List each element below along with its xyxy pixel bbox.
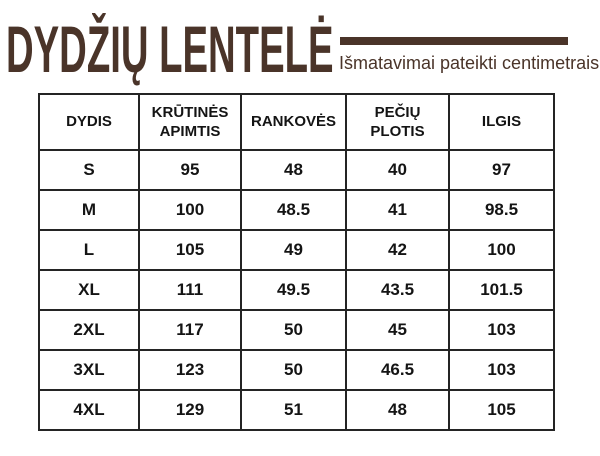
- table-row-s: [39, 150, 554, 190]
- value-cell: 103: [449, 350, 554, 390]
- value-cell: 45: [346, 310, 449, 350]
- value-cell: 48.5: [241, 190, 346, 230]
- value-cell: 41: [346, 190, 449, 230]
- value-cell: 42: [346, 230, 449, 270]
- value-cell: 129: [139, 390, 241, 430]
- table-row-2xl: [39, 310, 554, 350]
- value-cell: 49.5: [241, 270, 346, 310]
- subtitle: Išmatavimai pateikti centimetrais: [339, 53, 600, 73]
- page-title: DYDŽIŲ LENTELĖ: [6, 12, 334, 86]
- value-cell: 43.5: [346, 270, 449, 310]
- value-cell: 117: [139, 310, 241, 350]
- value-cell: 51: [241, 390, 346, 430]
- value-cell: 97: [449, 150, 554, 190]
- size-cell: 4XL: [39, 390, 139, 430]
- size-cell: M: [39, 190, 139, 230]
- value-cell: 101.5: [449, 270, 554, 310]
- size-cell: 2XL: [39, 310, 139, 350]
- table-header-row: [39, 94, 554, 150]
- value-cell: 40: [346, 150, 449, 190]
- value-cell: 98.5: [449, 190, 554, 230]
- value-cell: 105: [139, 230, 241, 270]
- column-header-peciu-plotis: PEČIŲ PLOTIS: [346, 94, 449, 150]
- value-cell: 111: [139, 270, 241, 310]
- table-row-xl: [39, 270, 554, 310]
- size-cell: XL: [39, 270, 139, 310]
- table-row-l: [39, 230, 554, 270]
- value-cell: 100: [449, 230, 554, 270]
- value-cell: 103: [449, 310, 554, 350]
- column-header-dydis: DYDIS: [39, 94, 139, 150]
- size-cell: S: [39, 150, 139, 190]
- column-header-krutines-apimtis: KRŪTINĖS APIMTIS: [139, 94, 241, 150]
- value-cell: 50: [241, 350, 346, 390]
- value-cell: 49: [241, 230, 346, 270]
- value-cell: 105: [449, 390, 554, 430]
- title-rule-divider: [340, 37, 568, 45]
- column-header-rankoves: RANKOVĖS: [241, 94, 346, 150]
- table-row-4xl: [39, 390, 554, 430]
- value-cell: 50: [241, 310, 346, 350]
- size-cell: 3XL: [39, 350, 139, 390]
- table-row-3xl: [39, 350, 554, 390]
- column-header-ilgis: ILGIS: [449, 94, 554, 150]
- value-cell: 48: [241, 150, 346, 190]
- value-cell: 48: [346, 390, 449, 430]
- value-cell: 100: [139, 190, 241, 230]
- size-table: [38, 93, 555, 431]
- table-row-m: [39, 190, 554, 230]
- value-cell: 95: [139, 150, 241, 190]
- size-cell: L: [39, 230, 139, 270]
- value-cell: 123: [139, 350, 241, 390]
- value-cell: 46.5: [346, 350, 449, 390]
